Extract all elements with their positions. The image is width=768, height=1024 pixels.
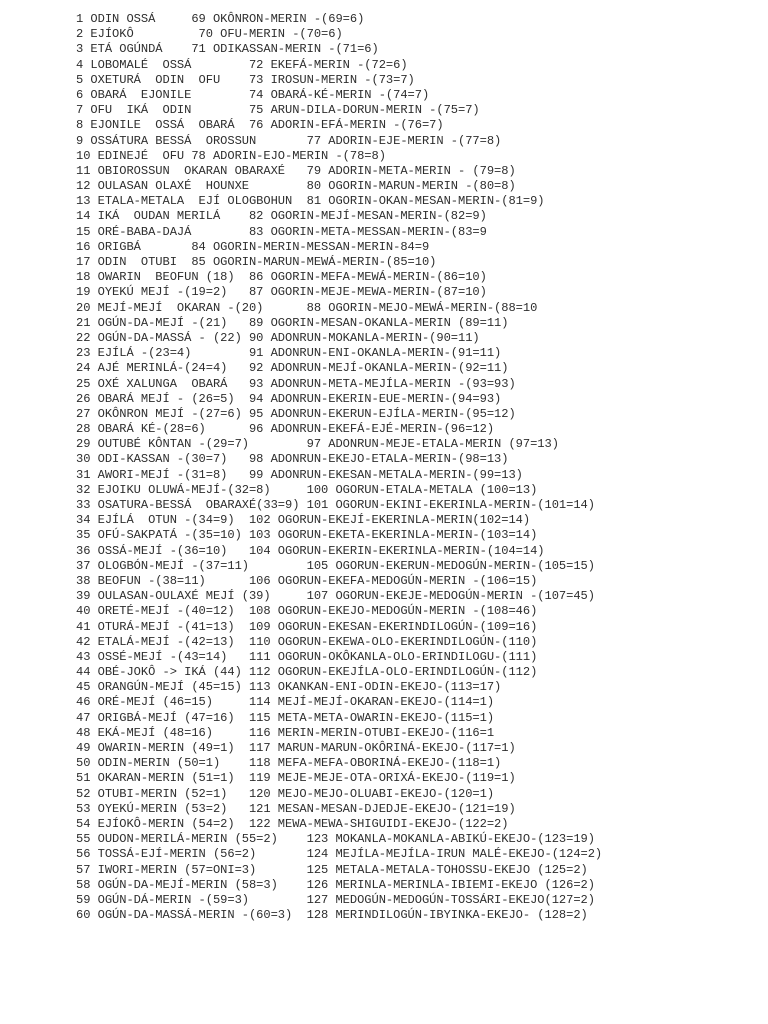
list-item: 57 IWORI-MERIN (57=ONI=3) 125 METALA-METALA-TOHOSSU-EKEJO (125=2) [76,862,588,877]
list-item: 9 OSSÁTURA BESSÁ OROSSUN 77 ADORIN-EJE-MERIN -(77=8) [76,133,502,148]
list-item: 15 ORÉ-BABA-DAJÁ 83 OGORIN-META-MESSAN-MERIN-(83=9 [76,224,487,239]
list-item: 14 IKÁ OUDAN MERILÁ 82 OGORIN-MEJÍ-MESAN-MERIN-(82=9) [76,209,487,224]
list-item: 33 OSATURA-BESSÁ OBARAXÉ(33=9) 101 OGORUN-EKINI-EKERINLA-MERIN-(101=14) [76,498,595,512]
list-item: 27 OKÔNRON MEJÍ -(27=6) 95 ADONRUN-EKERUN-EJÍLA-MERIN-(95=12) [76,406,516,421]
list-item: 56 TOSSÁ-EJÍ-MERIN (56=2) 124 MEJÍLA-MEJÍLA-IRUN MALÉ-EKEJO-(124=2) [76,847,603,862]
list-item: 38 BEOFUN -(38=11) 106 OGORUN-EKEFA-MEDOGÚN-MERIN -(106=15) [76,573,538,588]
list-item: 16 ORIGBÁ 84 OGORIN-MERIN-MESSAN-MERIN-84=9 [76,239,430,254]
list-item: 30 ODI-KASSAN -(30=7) 98 ADONRUN-EKEJO-ETALA-MERIN-(98=13) [76,452,509,467]
list-item: 45 ORANGÚN-MEJÍ (45=15) 113 OKANKAN-ENI-ODIN-EKEJO-(113=17) [76,680,502,695]
list-item: 25 OXÉ XALUNGA OBARÁ 93 ADONRUN-META-MEJÍLA-MERIN -(93=93) [76,376,516,391]
list-item: 49 OWARIN-MERIN (49=1) 117 MARUN-MARUN-OKÔRINÁ-EKEJO-(117=1) [76,741,516,755]
list-item: 19 OYEKÚ MEJÍ -(19=2) 87 OGORIN-MEJE-MEWA-MERIN-(87=10) [76,285,487,300]
list-item: 34 EJÍLÁ OTUN -(34=9) 102 OGORUN-EKEJÍ-EKERINLA-MERIN(102=14) [76,513,531,528]
list-item: 39 OULASAN-OULAXÉ MEJÍ (39) 107 OGORUN-EKEJE-MEDOGÚN-MERIN -(107=45) [76,589,595,604]
list-item: 18 OWARIN BEOFUN (18) 86 OGORIN-MEFA-MEWÁ-MERIN-(86=10) [76,270,487,285]
list-item: 22 OGÚN-DA-MASSÁ - (22) 90 ADONRUN-MOKANLA-MERIN-(90=11) [76,330,480,345]
list-item: 4 LOBOMALÉ OSSÁ 72 EKEFÁ-MERIN -(72=6) [76,57,408,72]
list-item: 28 OBARÁ KÉ-(28=6) 96 ADONRUN-EKEFÁ-EJÉ-MERIN-(96=12) [76,422,495,437]
list-item: 36 OSSÁ-MEJÍ -(36=10) 104 OGORUN-EKERIN-EKERINLA-MERIN-(104=14) [76,543,545,558]
list-item: 48 EKÁ-MEJÍ (48=16) 116 MERIN-MERIN-OTUBI-EKEJO-(116=1 [76,725,495,740]
list-item: 11 OBIOROSSUN OKARAN OBARAXÉ 79 ADORIN-META-MERIN - (79=8) [76,163,516,178]
list-item: 8 EJONILE OSSÁ OBARÁ 76 ADORIN-EFÁ-MERIN -(76=7) [76,118,444,133]
list-item: 13 ETALA-METALA EJÍ OLOGBOHUN 81 OGORIN-OKAN-MESAN-MERIN-(81=9) [76,194,545,209]
list-item: 1 ODIN OSSÁ 69 OKÔNRON-MERIN -(69=6) [76,12,365,26]
list-item: 47 ORIGBÁ-MEJÍ (47=16) 115 META-META-OWARIN-EKEJO-(115=1) [76,710,495,725]
list-item: 60 OGÚN-DA-MASSÁ-MERIN -(60=3) 128 MERINDILOGÚN-IBYINKA-EKEJO- (128=2) [76,908,588,923]
list-item: 50 ODIN-MERIN (50=1) 118 MEFA-MEFA-OBORINÁ-EKEJO-(118=1) [76,756,502,771]
list-item: 7 OFU IKÁ ODIN 75 ARUN-DILA-DORUN-MERIN -(75=7) [76,103,480,118]
list-item: 53 OYEKÚ-MERIN (53=2) 121 MESAN-MESAN-DJEDJE-EKEJO-(121=19) [76,801,516,816]
list-item: 55 OUDON-MERILÁ-MERIN (55=2) 123 MOKANLA-MOKANLA-ABIKÚ-EKEJO-(123=19) [76,832,595,847]
list-item: 21 OGÚN-DA-MEJÍ -(21) 89 OGORIN-MESAN-OKANLA-MERIN (89=11) [76,315,509,330]
list-item: 46 ORÉ-MEJÍ (46=15) 114 MEJÍ-MEJÍ-OKARAN-EKEJO-(114=1) [76,695,495,710]
list-item: 32 EJOIKU OLUWÁ-MEJÍ-(32=8) 100 OGORUN-ETALA-METALA (100=13) [76,482,538,497]
list-item: 2 EJÍOKÔ 70 OFU-MERIN -(70=6) [76,27,343,42]
list-item: 58 OGÚN-DA-MEJÍ-MERIN (58=3) 126 MERINLA-MERINLA-IBIEMI-EKEJO (126=2) [76,877,595,892]
list-item: 31 AWORI-MEJÍ -(31=8) 99 ADONRUN-EKESAN-METALA-MERIN-(99=13) [76,467,523,482]
list-item: 40 ORETÉ-MEJÍ -(40=12) 108 OGORUN-EKEJO-MEDOGÚN-MERIN -(108=46) [76,604,538,619]
list-item: 42 ETALÁ-MEJÍ -(42=13) 110 OGORUN-EKEWA-OLO-EKERINDILOGÚN-(110) [76,634,538,649]
list-item: 52 OTUBI-MERIN (52=1) 120 MEJO-MEJO-OLUABI-EKEJO-(120=1) [76,786,495,801]
list-item: 24 AJÉ MERINLÁ-(24=4) 92 ADONRUN-MEJÍ-OKANLA-MERIN-(92=11) [76,361,509,376]
list-item: 20 MEJÍ-MEJÍ OKARAN -(20) 88 OGORIN-MEJO-MEWÁ-MERIN-(88=10 [76,300,538,315]
list-item: 17 ODIN OTUBI 85 OGORIN-MARUN-MEWÁ-MERIN-(85=10) [76,255,437,269]
list-item: 10 EDINEJÉ OFU 78 ADORIN-EJO-MERIN -(78=8) [76,148,386,163]
list-item: 3 ETÁ OGÚNDÁ 71 ODIKASSAN-MERIN -(71=6) [76,42,379,57]
odu-listing [76,12,736,923]
list-item: 41 OTURÁ-MEJÍ -(41=13) 109 OGORUN-EKESAN-EKERINDILOGÚN-(109=16) [76,619,538,634]
list-item: 43 OSSÉ-MEJÍ -(43=14) 111 OGORUN-OKÔKANLA-OLO-ERINDILOGU-(111) [76,649,538,664]
list-item: 5 OXETURÁ ODIN OFU 73 IROSUN-MERIN -(73=7) [76,72,415,87]
list-item: 51 OKARAN-MERIN (51=1) 119 MEJE-MEJE-OTA-ORIXÁ-EKEJO-(119=1) [76,771,516,786]
list-item: 54 EJÍOKÔ-MERIN (54=2) 122 MEWA-MEWA-SHIGUIDI-EKEJO-(122=2) [76,816,509,831]
list-item: 6 OBARÁ EJONILE 74 OBARÁ-KÉ-MERIN -(74=7) [76,87,430,102]
list-item: 26 OBARÁ MEJÍ - (26=5) 94 ADONRUN-EKERIN-EUE-MERIN-(94=93) [76,391,502,406]
list-item: 29 OUTUBÉ KÔNTAN -(29=7) 97 ADONRUN-MEJE-ETALA-MERIN (97=13) [76,437,559,452]
list-item: 23 EJÍLÁ -(23=4) 91 ADONRUN-ENI-OKANLA-MERIN-(91=11) [76,346,502,361]
list-item: 35 OFÚ-SAKPATÁ -(35=10) 103 OGORUN-EKETA-EKERINLA-MERIN-(103=14) [76,528,538,543]
list-item: 59 OGÚN-DÁ-MERIN -(59=3) 127 MEDOGÚN-MEDOGÚN-TOSSÁRI-EKEJO(127=2) [76,892,595,907]
list-item: 37 OLOGBÓN-MEJÍ -(37=11) 105 OGORUN-EKERUN-MEDOGÚN-MERIN-(105=15) [76,558,595,573]
list-item: 12 OULASAN OLAXÉ HOUNXE 80 OGORIN-MARUN-MERIN -(80=8) [76,179,516,194]
list-item: 44 OBÉ-JOKÔ -> IKÁ (44) 112 OGORUN-EKEJÍLA-OLO-ERINDILOGÚN-(112) [76,665,538,680]
